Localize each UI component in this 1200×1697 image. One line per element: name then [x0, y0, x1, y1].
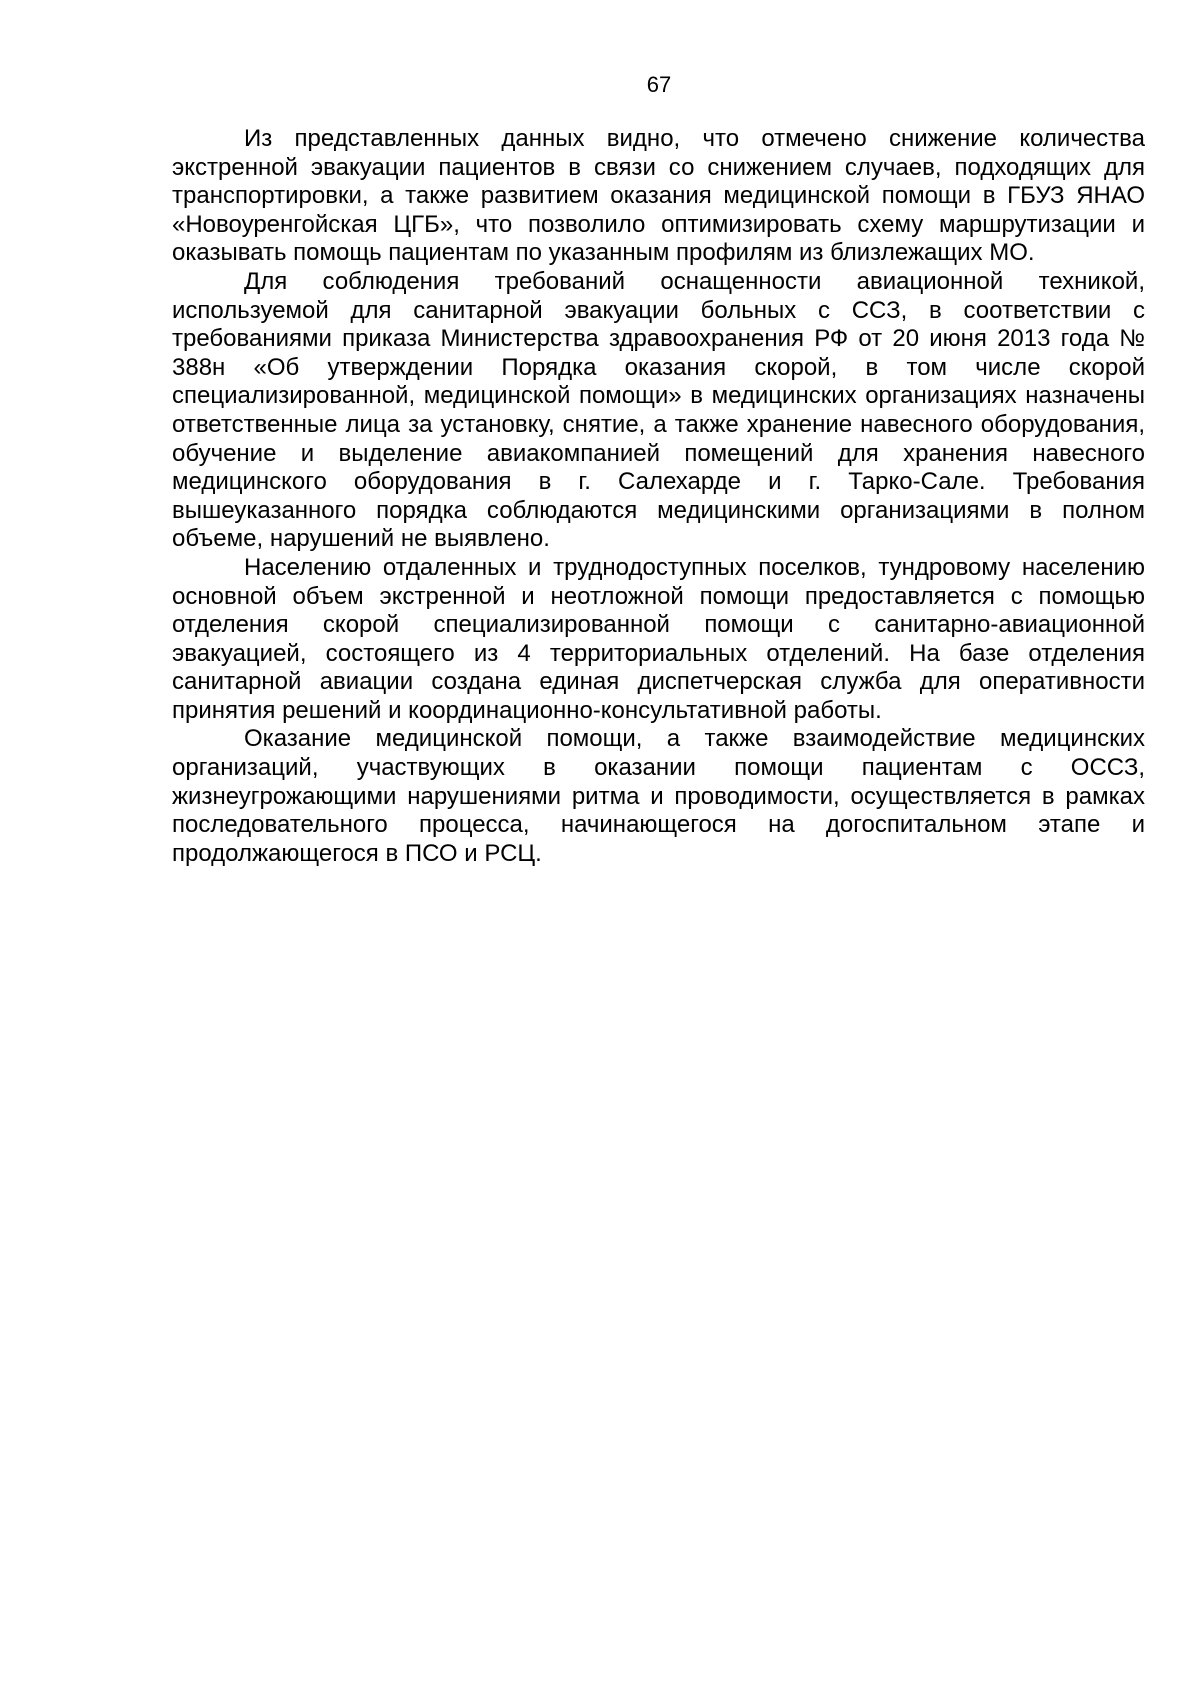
paragraph-evacuation-decrease: Из представленных данных видно, что отмечено снижение количества экстренной эвакуации пациентов в связи со снижением случаев, подходящих для транспортировки, а также развитием оказания медицинской помощи в ГБУЗ ЯНАО «Новоуренгойская ЦГБ», что позволило оптимизировать схему маршрутизации и оказывать помощь пациентам по указанным профилям из близлежащих МО.	[172, 125, 1145, 267]
paragraph-aviation-equipment: Для соблюдения требований оснащенности авиационной техникой, используемой для санитарной эвакуации больных с ССЗ, в соответствии с требованиями приказа Министерства здравоохранения РФ от 20 июня 2013 года № 388н «Об утверждении Порядка оказания скорой, в том числе скорой специализированной, медицинской помощи» в медицинских организациях назначены ответственные лица за установку, снятие, а также хранение навесного оборудования, обучение и выделение авиакомпанией помещений для хранения навесного медицинского оборудования в г. Салехарде и г. Тарко-Сале. Требования вышеуказанного порядка соблюдаются медицинскими организациями в полном объеме, нарушений не выявлено.	[172, 267, 1145, 553]
paragraph-remote-settlements: Населению отдаленных и труднодоступных поселков, тундровому населению основной объем экстренной и неотложной помощи предоставляется с помощью отделения скорой специализированной помощи с санитарно-авиационной эвакуацией, состоящего из 4 территориальных отделений. На базе отделения санитарной авиации создана единая диспетчерская служба для оперативности принятия решений и координационно-консультативной работы.	[172, 553, 1145, 724]
paragraph-medical-care-process: Оказание медицинской помощи, а также взаимодействие медицинских организаций, участвующих в оказании помощи пациентам с ОССЗ, жизнеугрожающими нарушениями ритма и проводимости, осуществляется в рамках последовательного процесса, начинающегося на догоспитальном этапе и продолжающегося в ПСО и РСЦ.	[172, 725, 1145, 867]
page-number: 67	[646, 72, 672, 97]
document-body	[172, 125, 1145, 868]
